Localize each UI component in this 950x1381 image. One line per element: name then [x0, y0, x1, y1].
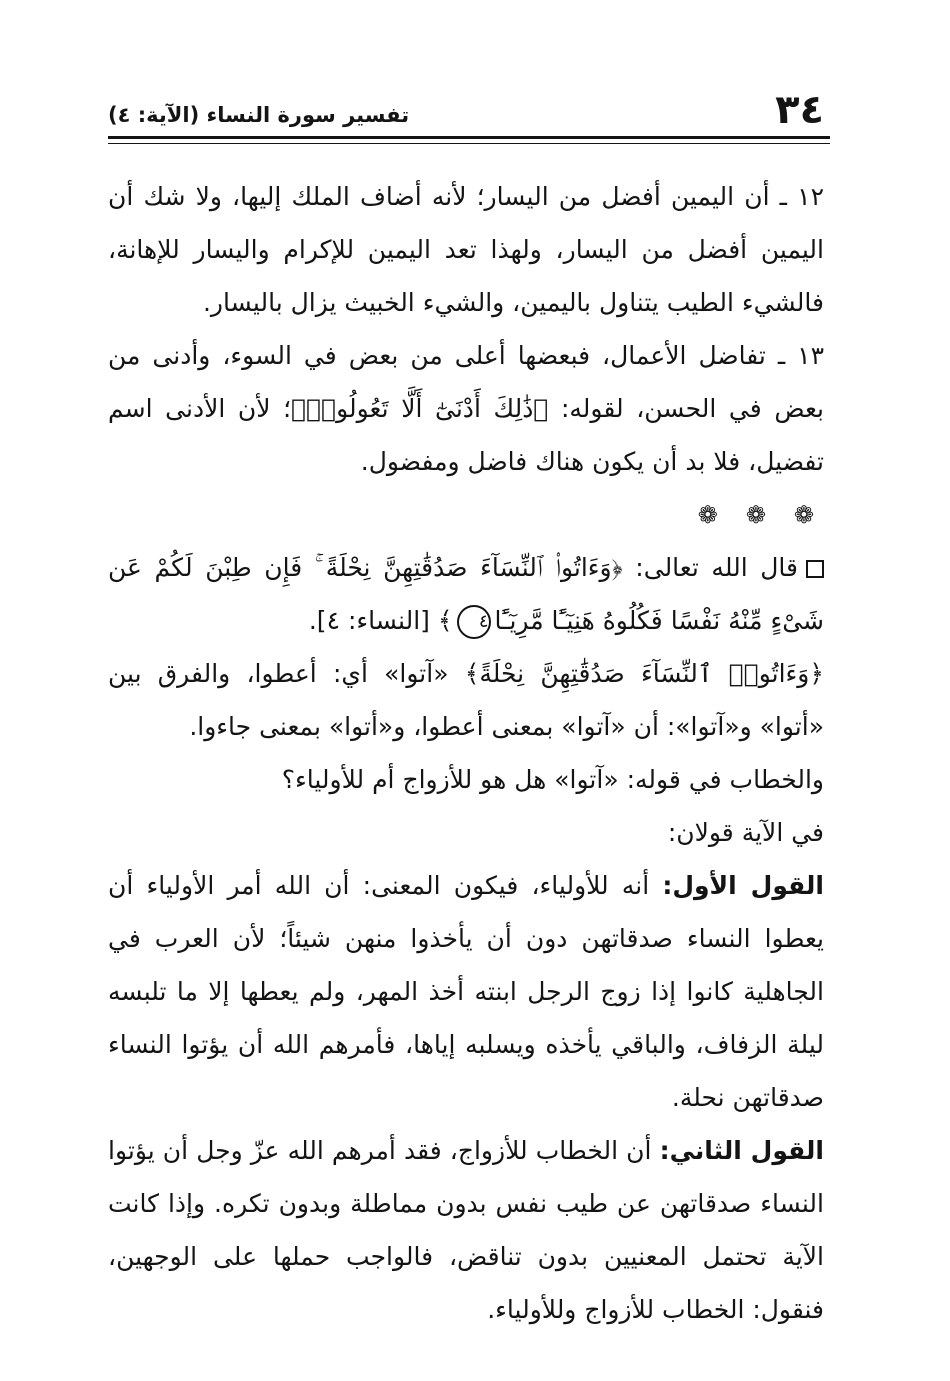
header-rule-thin [108, 143, 830, 144]
question-paragraph: والخطاب في قوله: «آتوا» هل هو للأزواج أم للأولياء؟ [281, 765, 824, 794]
first-opinion-paragraph [108, 859, 824, 1124]
second-opinion-label: القول الثاني: [659, 1136, 824, 1165]
verse-number-marker: ٤ [457, 605, 491, 639]
paragraph-text: ١٣ ـ تفاضل الأعمال، فبعضها أعلى من بعض في السوء، وأدنى من بعض في الحسن، لقوله: [108, 341, 824, 423]
paragraph-text: «آتوا» أي: أعطوا، والفرق بين «أتوا» و«آتوا»: أن «آتوا» بمعنى أعطوا، و«أتوا» بمعنى جاءوا. [108, 659, 824, 741]
quran-quote: ﴿ذَٰلِكَ أَدْنَىٰٓ أَلَّا تَعُولُوا۟﴾ [291, 394, 549, 423]
page-header [108, 88, 830, 136]
quran-close-bracket: ﴾ [437, 606, 453, 635]
section-divider [108, 488, 824, 541]
paragraph-point-12: ١٢ ـ أن اليمين أفضل من اليسار؛ لأنه أضاف الملك إليها، ولا شك أن اليمين أفضل من اليسار، ولهذا تعد اليمين للإكرام واليسار للإهانة، فالشيء الطيب يتناول باليمين، والشيء الخبيث يزال باليسار. [108, 182, 824, 317]
header-rule-thick [108, 136, 830, 139]
paragraph-text: ؛ لأن الأدنى اسم تفضيل، فلا بد أن يكون هناك فاضل ومفضول. [108, 394, 824, 476]
paragraph-text: أنه للأولياء، فيكون المعنى: أن الله أمر الأولياء أن يعطوا النساء صدقاتهن دون أن يأخذوا منهن شيئاً؛ لأن العرب في الجاهلية كانوا إذا زوج الرجل ابنته أخذ المهر، ولم يعطها إلا ما تلبسه ليلة الزفاف، والباقي يأخذه ويسلبه إياها، فأمرهم الله أن يؤتوا النساء صدقاتهن نحلة. [108, 871, 824, 1112]
paragraph-point-13 [108, 329, 824, 488]
explanation-paragraph [108, 647, 824, 753]
flower-ornament-icon: ❁ [745, 501, 766, 529]
page-body [108, 170, 824, 1336]
first-opinion-label: القول الأول: [662, 871, 824, 900]
verse-paragraph [108, 541, 824, 647]
flower-ornament-icon: ❁ [793, 501, 814, 529]
second-opinion-paragraph [108, 1124, 824, 1336]
verse-intro: قال الله تعالى: [622, 553, 798, 582]
square-bullet-icon [806, 560, 824, 578]
two-opinions-paragraph: في الآية قولان: [667, 818, 824, 847]
page-number: ٣٤ [775, 87, 824, 133]
paragraph-text: أن الخطاب للأزواج، فقد أمرهم الله عزّ وجل أن يؤتوا النساء صدقاتهن عن طيب نفس بدون مماطلة وبدون تكره. وإذا كانت الآية تحتمل المعنيين بدون تناقض، فالواجب حملها على الوجهين، فنقول: الخطاب للأزواج وللأولياء. [108, 1136, 824, 1324]
running-title: تفسير سورة النساء (الآية: ٤) [108, 103, 410, 127]
flower-ornament-icon: ❁ [697, 501, 718, 529]
quran-quote: ﴿وَءَاتُوا۟ ٱلنِّسَآءَ صَدُقَٰتِهِنَّ نِحْلَةً﴾ [464, 659, 824, 688]
quran-verse: ﴿وَءَاتُوا۟ ٱلنِّسَآءَ صَدُقَٰتِهِنَّ نِحْلَةً ۚ فَإِن طِبْنَ لَكُمْ عَن شَىْءٍ مِّنْهُ نَفْسًا فَكُلُوهُ هَنِيٓـًٔا مَّرِيٓـًٔا [108, 553, 824, 635]
verse-reference: [النساء: ٤]. [308, 606, 438, 635]
